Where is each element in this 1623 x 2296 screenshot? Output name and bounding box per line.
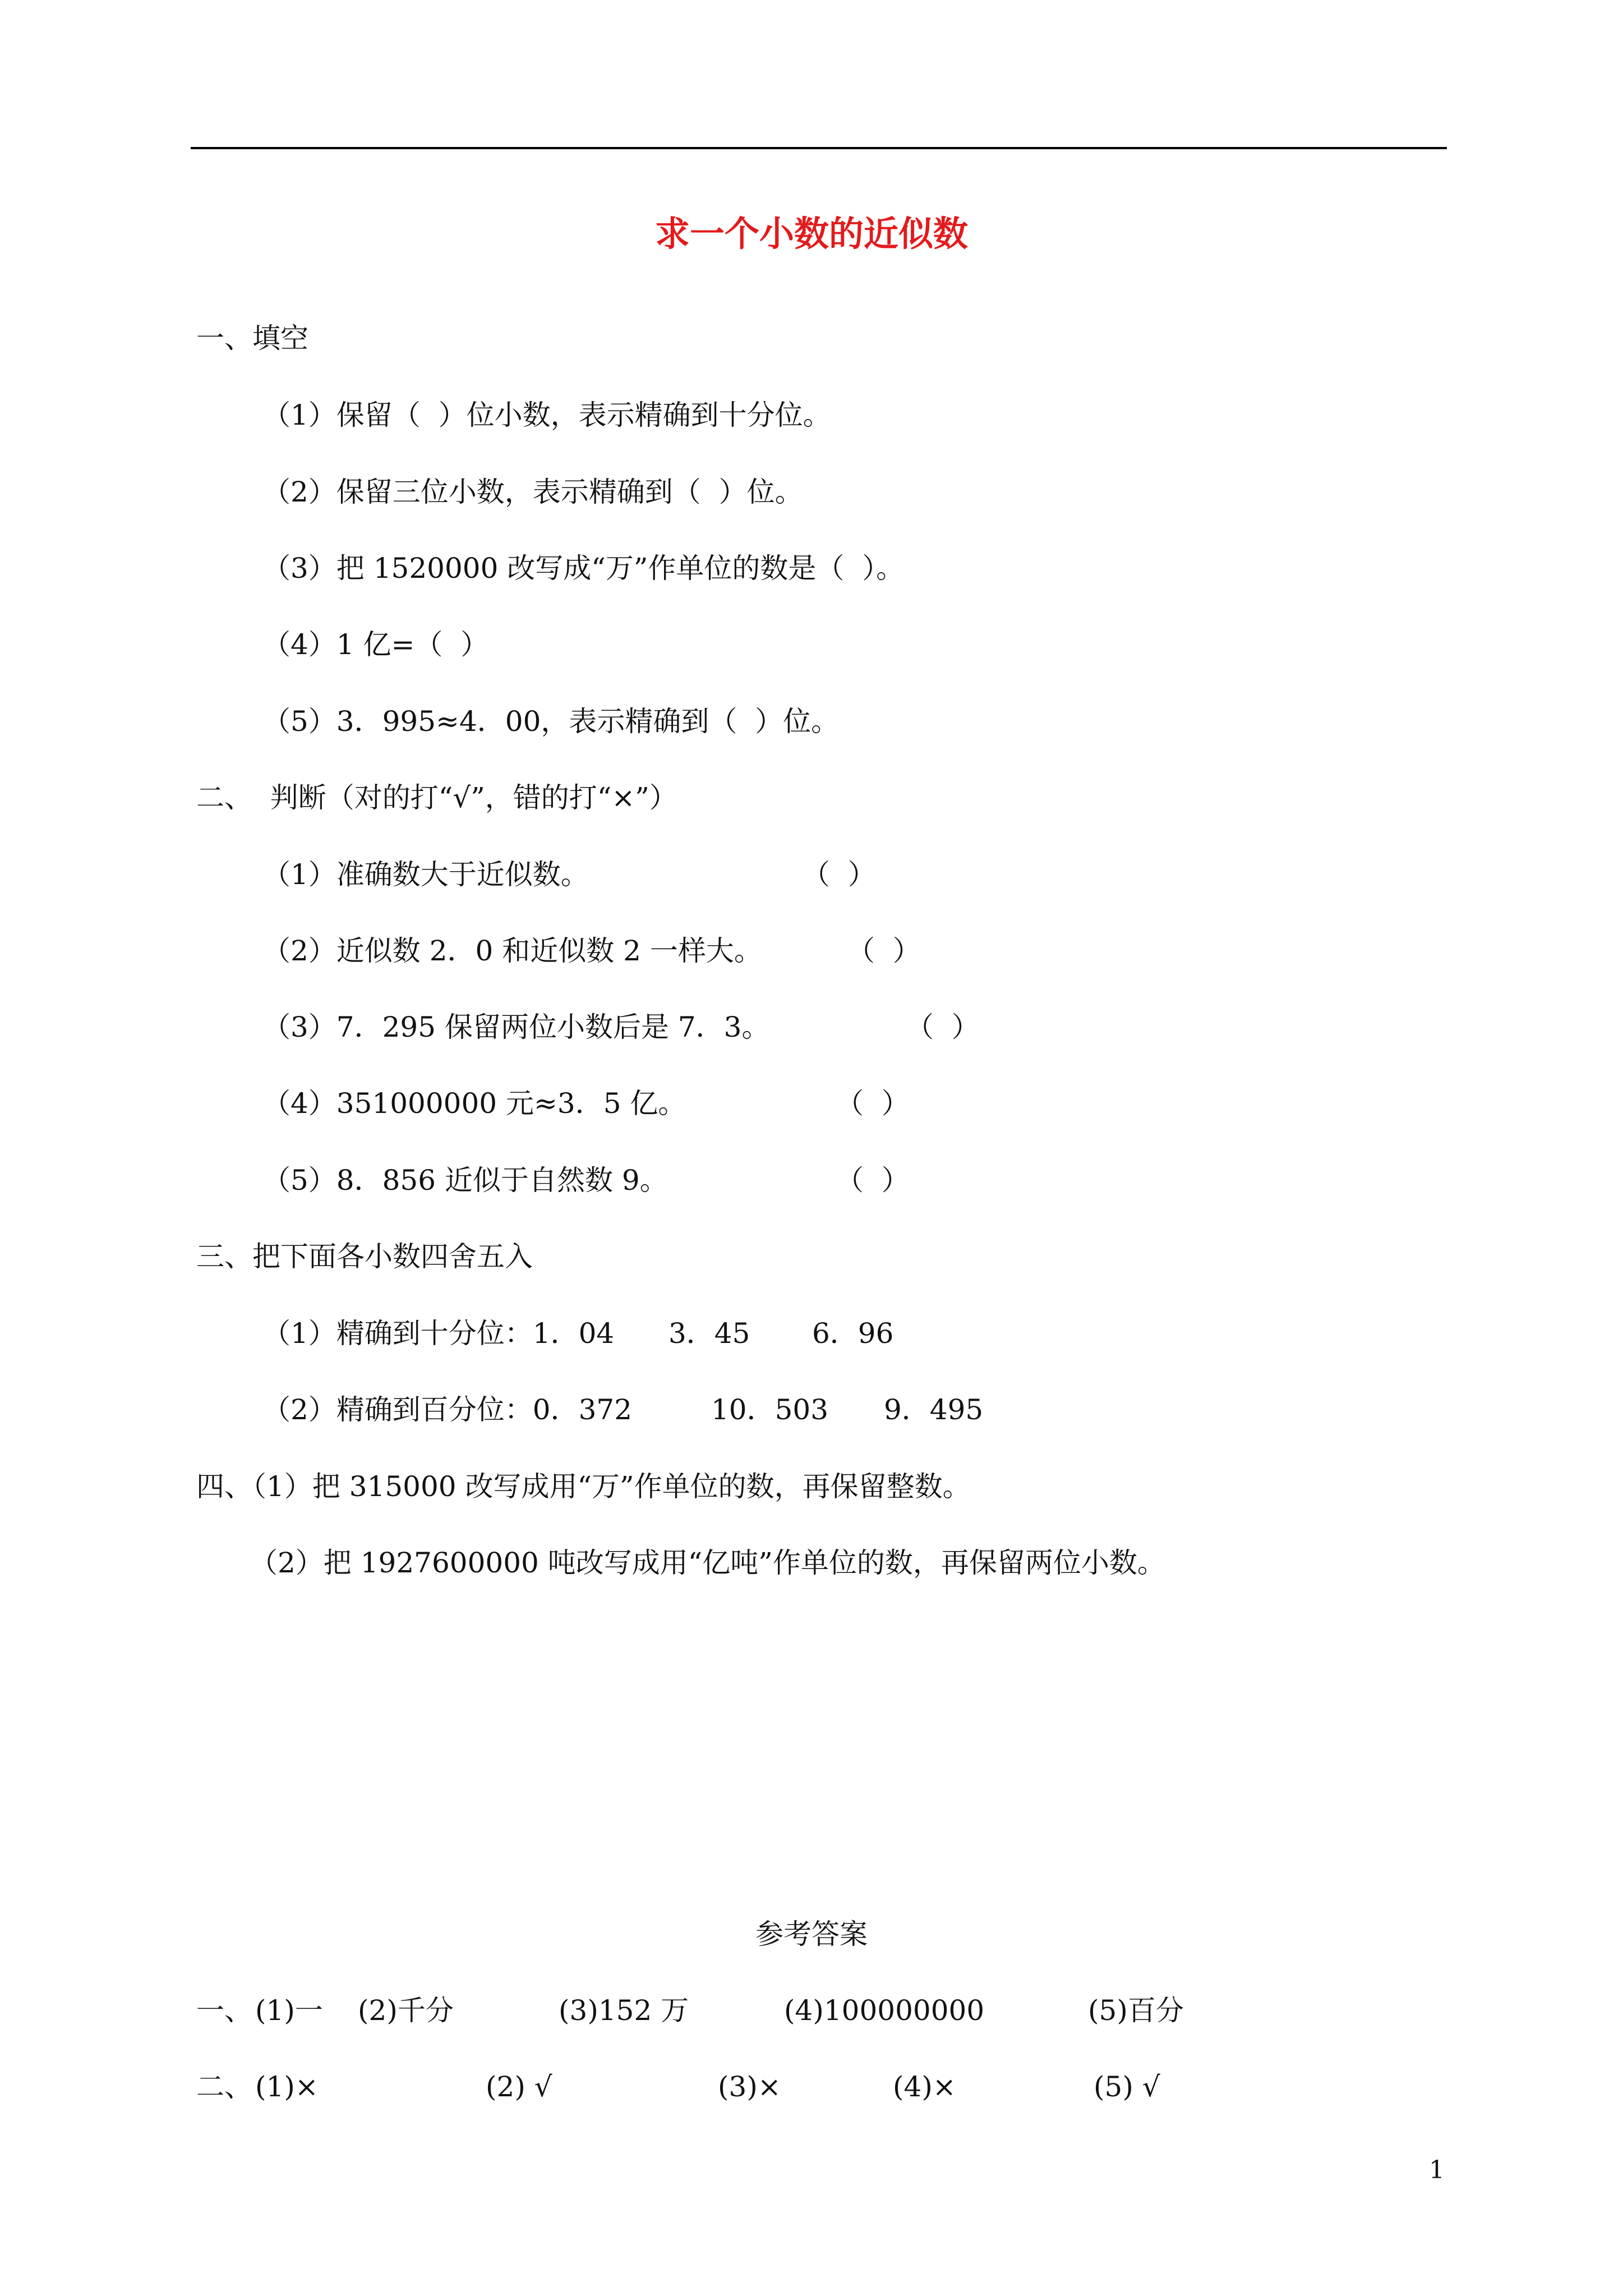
section2-heading: 二、 判断（对的打“√”，错的打“×”） [196,781,677,814]
section1-item-3: （3）把 1520000 改写成“万”作单位的数是（ ）。 [262,552,905,585]
answers-title: 参考答案 [755,1918,868,1950]
section3-item-2-value-3: 9．495 [884,1393,984,1426]
section3-item-1-value-3: 6．96 [812,1317,894,1350]
section2-item-3: （3）7．295 保留两位小数后是 7．3。 [262,1011,770,1043]
section2-item-1: （1）准确数大于近似数。 [262,858,589,891]
section1-item-5: （5）3．995≈4．00，表示精确到（ ）位。 [262,705,840,738]
section2-item-5-blank: （ ） [836,1164,910,1197]
section3-item-2-label: （2）精确到百分位：0．372 [262,1393,633,1426]
section2-item-1-blank: （ ） [802,858,876,891]
section1-heading: 一、填空 [196,322,308,355]
section2-item-2-blank: （ ） [847,935,921,967]
section2-item-5: （5）8．856 近似于自然数 9。 [262,1164,668,1197]
answers-row1-item-2: (2)千分 [358,1994,454,2027]
section1-item-1: （1）保留（ ）位小数，表示精确到十分位。 [262,399,831,431]
header-rule [191,147,1447,149]
section1-item-4: （4）1 亿=（ ） [262,628,489,661]
answers-row1-item-1: (1)一 [255,1994,323,2027]
answers-row2-item-4: (4)× [893,2070,956,2103]
section4-line-2: （2）把 1927600000 吨改写成用“亿吨”作单位的数，再保留两位小数。 [250,1547,1165,1579]
section2-item-4: （4）351000000 元≈3．5 亿。 [262,1087,686,1120]
answers-row1-item-3: (3)152 万 [559,1994,689,2027]
section3-heading: 三、把下面各小数四舍五入 [196,1240,533,1273]
page-title: 求一个小数的近似数 [654,213,968,254]
section4-line-1: 四、（1）把 315000 改写成用“万”作单位的数，再保留整数。 [196,1470,971,1503]
page-number: 1 [1429,2156,1445,2184]
answers-row1-prefix: 一、 [196,1994,252,2027]
answers-row2-item-1: (1)× [255,2070,319,2103]
section3-item-1-label: （1）精确到十分位：1．04 [262,1317,615,1350]
answers-row2-prefix: 二、 [196,2070,252,2103]
section2-item-3-blank: （ ） [906,1011,980,1043]
answers-row1-item-5: (5)百分 [1088,1994,1184,2027]
section3-item-2-value-2: 10．503 [711,1393,829,1426]
section2-item-4-blank: （ ） [836,1087,910,1120]
answers-row1-item-4: (4)100000000 [784,1994,985,2027]
answers-row2-item-2: (2) √ [486,2070,552,2103]
section2-item-2: （2）近似数 2．0 和近似数 2 一样大。 [262,935,762,967]
answers-row2-item-3: (3)× [718,2070,781,2103]
section3-item-1-value-2: 3．45 [668,1317,750,1350]
section1-item-2: （2）保留三位小数，表示精确到（ ）位。 [262,476,803,508]
answers-row2-item-5: (5) √ [1094,2070,1160,2103]
